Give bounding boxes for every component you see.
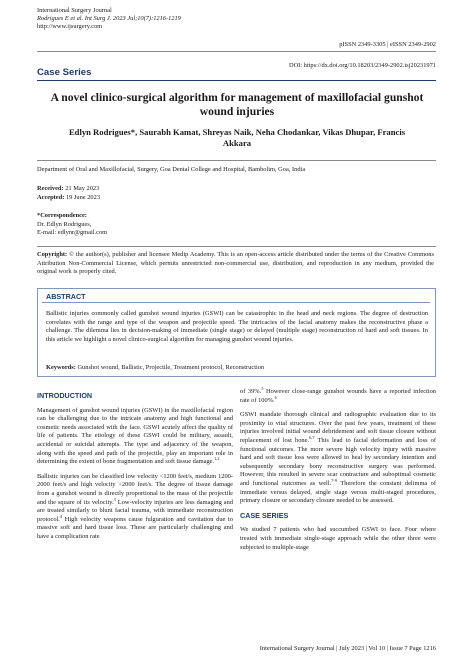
article-title: A novel clinico-surgical algorithm for management of maxillofacial gunshot wound injuries (50, 91, 424, 118)
issn: pISSN 2349-3305 | eISSN 2349-2902 (339, 41, 436, 48)
copyright-notice: Copyright: © the author(s), publisher and licensee Medip Academy. This is an open-access article distributed under the terms of the Creative Commons Attribution Non-Commercial License, which permits unrestricted non-commercial use, distribution, and reproduction in any medium, provided the original work is properly cited. (37, 251, 434, 276)
keywords: Keywords: Gunshot wound, Ballistic, Projectile, Treatment protocol, Reconstruction (46, 364, 265, 371)
left-column (37, 388, 233, 548)
correspondence-label: *Correspondence: (37, 212, 87, 219)
intro-paragraph-1: Management of gunshot wound injuries (GSWI) in the maxillofacial region can be challenging due to the intricate anatomy and high functional and cosmetic needs associated with the face. GSWI acutely affect the quality of life of patients. The etiology of these GSWI could be military, assault, accidental or suicidal attempts. The type and adjacency of the weapon, along with the speed and path of the projectile, play an important role in determining the extent of bone fragmentation and soft tissue damage.$^{1,2}$ (37, 406, 233, 466)
doi-link[interactable]: DOI: https://dx.doi.org/10.18203/2349-2902.isj20231971 (288, 62, 436, 69)
body-paragraph-2: GSWI mandate thorough clinical and radiographic evaluation due to its proximity to vital structures. Over the past few years, treatment of these injuries involved initial wound debridement and soft tissue closure without replacement of lost bone.$^{6,7}$ This lead to facial deformation and loss of functional outcomes. The more severe high velocity injury with massive hard and soft tissue loss were allowed to heal by secondary intention and subsequently secondary bony reconstructive surgery was performed. However, this resulted in severe scar contracture and suboptimal cosmetic and functional outcomes as well.$^{7-9}$ Therefore the constant delimma of immediate versus delayed, single stage versus multi-staged procedures, primary closure or secondary closure needed to be assessed. (240, 411, 437, 505)
right-column (240, 385, 437, 558)
copyright-divider (37, 246, 436, 247)
section-label: Case Series (37, 67, 92, 78)
journal-header (37, 7, 181, 31)
body-paragraph-1: of 39%.$^5$ However close-range gunshot wounds have a reported infection rate of 100%.$^6$ (240, 385, 437, 404)
case-paragraph-1: We studied 7 patients who had succumbed GSWI to face. Four where treated with immediate single-stage approach while the other three were subjected to multiple-stage (240, 526, 436, 551)
abstract-heading: ABSTRACT (46, 292, 86, 301)
correspondence-email[interactable]: E-mail: edlynr@gmail.com (37, 229, 108, 237)
correspondence (37, 212, 107, 238)
case-series-heading: CASE SERIES (240, 510, 289, 520)
journal-citation: Rodrigues E et al. Int Surg J. 2023 Jul;10(7):1216-1219 (37, 15, 181, 22)
correspondence-name: Dr. Edlyn Rodrigues, (37, 220, 92, 228)
abstract-text: Ballistic injuries commonly called gunshot wound injuries (GSWI) can be catastrophic in the head and neck regions. The degree of destruction correlates with the range and type of the weapon and projectile speed. The intricacies of the facial anatomy makes the reconstructive phase a challenge. The dilemma lies in decision-making of immediate (single stage) or delayed (multiple stage) reconstruction of hard and soft tissues. In this article we highlight a novel clinico-surgical algorithm for managing gunshot wound injuries. (46, 310, 428, 343)
abstract-divider (42, 302, 430, 303)
author-list: Edlyn Rodrigues*, Saurabh Kamat, Shreyas Naik, Neha Chodankar, Vikas Dhupar, Francis Akkara (68, 127, 406, 148)
affiliation-divider (37, 160, 436, 161)
introduction-heading: INTRODUCTION (37, 391, 93, 400)
journal-url[interactable]: http://www.ijsurgery.com (37, 23, 103, 30)
intro-paragraph-2: Ballistic injuries can be classified low velocity <1200 feet/s, medium 1200-2000 feet/s and high velocity >2000 feet/s. The degree of tissue damage from a gunshot wound is directly proportional to the mass of the projectile and the square of its velocity.$^3$ Low-velocity injuries are less damaging and are treated similarly to blunt facial trauma, with immediate reconstruction protocol.$^4$ High velocity weapons cause fulguration and cavitation due to massive soft and hard tissue loss. These are particularly challenging and have a complication rate (37, 472, 233, 540)
received-date: Received: 21 May 2023 (37, 185, 100, 192)
page-footer: International Surgery Journal | July 2023 | Vol 10 | Issue 7 Page 1216 (259, 645, 436, 652)
affiliation: Department of Oral and Maxillofacial, Surgery, Goa Dental College and Hospital, Bambolim, Goa, India (37, 166, 306, 173)
journal-name: International Surgery Journal (37, 7, 112, 14)
header-divider (37, 51, 436, 52)
section-divider (37, 80, 436, 81)
accepted-date: Accepted: 19 June 2023 (37, 194, 101, 201)
article-dates (37, 184, 100, 202)
